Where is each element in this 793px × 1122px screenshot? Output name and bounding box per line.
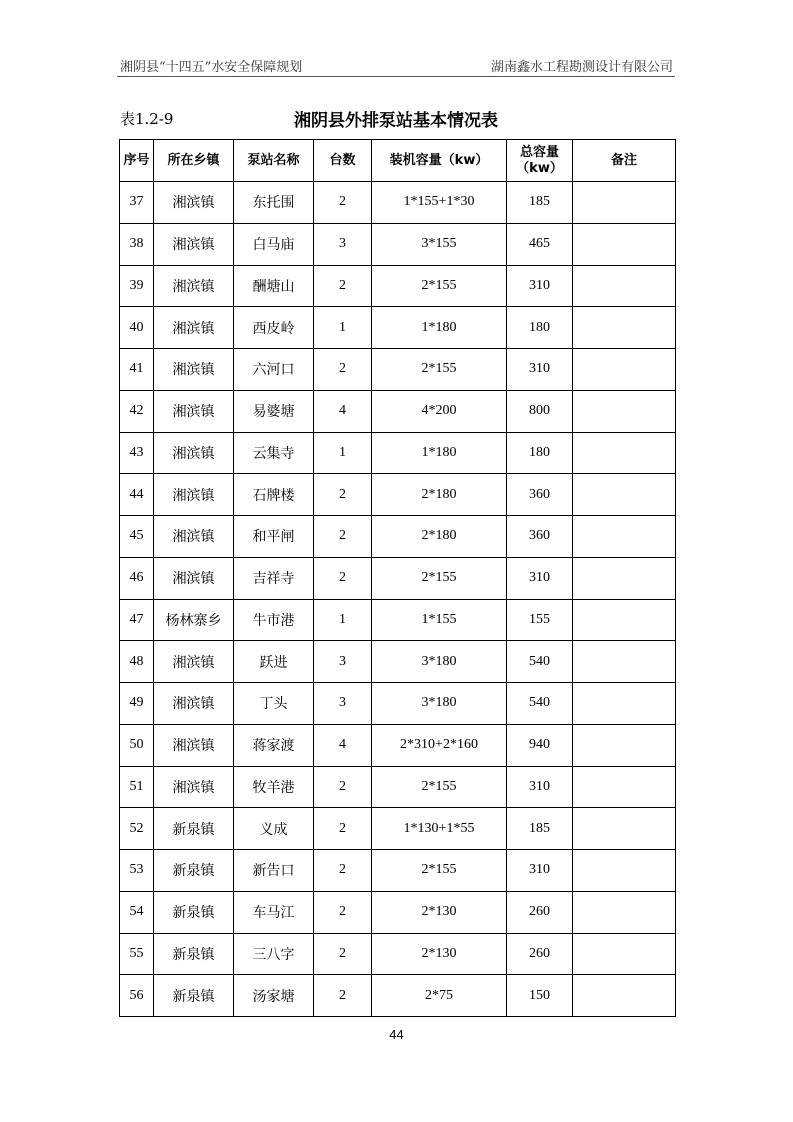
cell-total: 180: [507, 307, 573, 349]
cell-town: 湘滨镇: [154, 474, 234, 516]
table-row: [120, 891, 676, 933]
cell-remark: [573, 599, 676, 641]
cell-capacity: 2*75: [372, 975, 507, 1017]
cell-seq: 49: [120, 683, 154, 725]
table-row: [120, 599, 676, 641]
cell-town: 湘滨镇: [154, 265, 234, 307]
cell-station: 西皮岭: [234, 307, 314, 349]
cell-total: 310: [507, 349, 573, 391]
col-header-total: [507, 140, 573, 182]
table-header-row: [120, 140, 676, 182]
cell-remark: [573, 390, 676, 432]
cell-total: 260: [507, 933, 573, 975]
table-row: [120, 390, 676, 432]
col-header-capacity: 装机容量（kw）: [372, 140, 507, 182]
col-header-total-line1: 总容量: [519, 144, 559, 160]
cell-town: 湘滨镇: [154, 766, 234, 808]
col-header-units: 台数: [314, 140, 372, 182]
cell-seq: 50: [120, 724, 154, 766]
cell-remark: [573, 683, 676, 725]
cell-remark: [573, 223, 676, 265]
table-row: [120, 933, 676, 975]
table-row: [120, 724, 676, 766]
cell-capacity: 1*180: [372, 307, 507, 349]
cell-town: 新泉镇: [154, 891, 234, 933]
cell-units: 2: [314, 766, 372, 808]
cell-seq: 40: [120, 307, 154, 349]
page-number: 44: [389, 1027, 404, 1042]
cell-town: 湘滨镇: [154, 349, 234, 391]
cell-units: 2: [314, 557, 372, 599]
cell-total: 155: [507, 599, 573, 641]
cell-remark: [573, 516, 676, 558]
cell-town: 杨林寨乡: [154, 599, 234, 641]
cell-station: 酬塘山: [234, 265, 314, 307]
cell-units: 2: [314, 349, 372, 391]
cell-station: 牧羊港: [234, 766, 314, 808]
cell-town: 湘滨镇: [154, 182, 234, 224]
cell-total: 940: [507, 724, 573, 766]
cell-town: 湘滨镇: [154, 432, 234, 474]
cell-town: 新泉镇: [154, 933, 234, 975]
cell-units: 2: [314, 808, 372, 850]
table-row: [120, 557, 676, 599]
table-row: [120, 975, 676, 1017]
table-row: [120, 808, 676, 850]
cell-capacity: 3*155: [372, 223, 507, 265]
cell-station: 汤家塘: [234, 975, 314, 1017]
cell-remark: [573, 850, 676, 892]
cell-capacity: 2*180: [372, 516, 507, 558]
cell-total: 800: [507, 390, 573, 432]
cell-remark: [573, 891, 676, 933]
cell-remark: [573, 641, 676, 683]
cell-seq: 48: [120, 641, 154, 683]
cell-units: 2: [314, 933, 372, 975]
cell-station: 和平闸: [234, 516, 314, 558]
cell-seq: 37: [120, 182, 154, 224]
cell-capacity: 2*310+2*160: [372, 724, 507, 766]
cell-seq: 51: [120, 766, 154, 808]
cell-town: 新泉镇: [154, 808, 234, 850]
cell-total: 310: [507, 557, 573, 599]
cell-units: 2: [314, 850, 372, 892]
cell-units: 3: [314, 683, 372, 725]
cell-units: 4: [314, 724, 372, 766]
cell-remark: [573, 265, 676, 307]
cell-remark: [573, 307, 676, 349]
cell-total: 150: [507, 975, 573, 1017]
cell-capacity: 2*180: [372, 474, 507, 516]
cell-remark: [573, 975, 676, 1017]
cell-seq: 55: [120, 933, 154, 975]
cell-seq: 53: [120, 850, 154, 892]
header-rule: [117, 76, 675, 77]
table-row: [120, 683, 676, 725]
cell-seq: 56: [120, 975, 154, 1017]
table-row: [120, 850, 676, 892]
cell-station: 石牌楼: [234, 474, 314, 516]
table-row: [120, 516, 676, 558]
cell-town: 新泉镇: [154, 975, 234, 1017]
cell-capacity: 2*155: [372, 557, 507, 599]
col-header-seq: 序号: [120, 140, 154, 182]
cell-remark: [573, 808, 676, 850]
cell-station: 蒋家渡: [234, 724, 314, 766]
cell-station: 车马江: [234, 891, 314, 933]
cell-remark: [573, 182, 676, 224]
cell-remark: [573, 724, 676, 766]
cell-town: 新泉镇: [154, 850, 234, 892]
cell-capacity: 3*180: [372, 683, 507, 725]
table-row: [120, 349, 676, 391]
cell-remark: [573, 432, 676, 474]
cell-total: 185: [507, 808, 573, 850]
cell-town: 湘滨镇: [154, 641, 234, 683]
cell-station: 云集寺: [234, 432, 314, 474]
table-row: [120, 766, 676, 808]
cell-station: 吉祥寺: [234, 557, 314, 599]
cell-remark: [573, 349, 676, 391]
header-right-company: 湖南鑫水工程勘测设计有限公司: [490, 60, 673, 75]
cell-total: 540: [507, 683, 573, 725]
cell-town: 湘滨镇: [154, 683, 234, 725]
table-row: [120, 641, 676, 683]
cell-total: 185: [507, 182, 573, 224]
table-row: [120, 307, 676, 349]
cell-units: 1: [314, 599, 372, 641]
cell-capacity: 4*200: [372, 390, 507, 432]
table-row: [120, 474, 676, 516]
cell-town: 湘滨镇: [154, 307, 234, 349]
col-header-total-line2: （kw）: [516, 160, 563, 176]
cell-station: 新告口: [234, 850, 314, 892]
cell-station: 白马庙: [234, 223, 314, 265]
cell-seq: 38: [120, 223, 154, 265]
cell-station: 丁头: [234, 683, 314, 725]
cell-seq: 47: [120, 599, 154, 641]
cell-units: 4: [314, 390, 372, 432]
cell-units: 1: [314, 432, 372, 474]
table-row: [120, 432, 676, 474]
cell-town: 湘滨镇: [154, 557, 234, 599]
cell-station: 三八字: [234, 933, 314, 975]
cell-units: 2: [314, 975, 372, 1017]
cell-town: 湘滨镇: [154, 390, 234, 432]
cell-remark: [573, 933, 676, 975]
cell-capacity: 2*155: [372, 766, 507, 808]
cell-total: 260: [507, 891, 573, 933]
cell-units: 3: [314, 223, 372, 265]
col-header-town: 所在乡镇: [154, 140, 234, 182]
cell-remark: [573, 474, 676, 516]
cell-units: 2: [314, 516, 372, 558]
cell-capacity: 2*155: [372, 265, 507, 307]
col-header-remark: 备注: [573, 140, 676, 182]
col-header-station: 泵站名称: [234, 140, 314, 182]
cell-units: 2: [314, 265, 372, 307]
cell-seq: 43: [120, 432, 154, 474]
table-number: 表1.2-9: [120, 110, 174, 128]
cell-town: 湘滨镇: [154, 223, 234, 265]
cell-total: 540: [507, 641, 573, 683]
cell-units: 2: [314, 474, 372, 516]
cell-town: 湘滨镇: [154, 516, 234, 558]
cell-capacity: 1*155+1*30: [372, 182, 507, 224]
cell-total: 310: [507, 766, 573, 808]
cell-seq: 39: [120, 265, 154, 307]
cell-units: 1: [314, 307, 372, 349]
cell-remark: [573, 766, 676, 808]
cell-capacity: 2*130: [372, 933, 507, 975]
cell-total: 465: [507, 223, 573, 265]
cell-capacity: 1*130+1*55: [372, 808, 507, 850]
cell-total: 360: [507, 516, 573, 558]
cell-station: 六河口: [234, 349, 314, 391]
cell-town: 湘滨镇: [154, 724, 234, 766]
cell-seq: 44: [120, 474, 154, 516]
cell-capacity: 1*180: [372, 432, 507, 474]
cell-capacity: 2*155: [372, 850, 507, 892]
cell-capacity: 1*155: [372, 599, 507, 641]
cell-capacity: 2*130: [372, 891, 507, 933]
cell-seq: 54: [120, 891, 154, 933]
cell-total: 310: [507, 265, 573, 307]
cell-units: 3: [314, 641, 372, 683]
cell-seq: 46: [120, 557, 154, 599]
cell-seq: 45: [120, 516, 154, 558]
cell-station: 东托围: [234, 182, 314, 224]
cell-total: 360: [507, 474, 573, 516]
cell-total: 180: [507, 432, 573, 474]
table-title: 湘阴县外排泵站基本情况表: [294, 111, 498, 131]
table-row: [120, 223, 676, 265]
cell-units: 2: [314, 182, 372, 224]
cell-total: 310: [507, 850, 573, 892]
cell-seq: 41: [120, 349, 154, 391]
header-left-title: 湘阴县“十四五”水安全保障规划: [120, 60, 303, 75]
table-row: [120, 265, 676, 307]
cell-station: 义成: [234, 808, 314, 850]
cell-station: 跃进: [234, 641, 314, 683]
cell-seq: 42: [120, 390, 154, 432]
cell-seq: 52: [120, 808, 154, 850]
cell-station: 易婆塘: [234, 390, 314, 432]
cell-remark: [573, 557, 676, 599]
cell-station: 牛市港: [234, 599, 314, 641]
cell-units: 2: [314, 891, 372, 933]
cell-capacity: 2*155: [372, 349, 507, 391]
cell-capacity: 3*180: [372, 641, 507, 683]
pump-station-table: [119, 139, 676, 1017]
table-row: [120, 182, 676, 224]
